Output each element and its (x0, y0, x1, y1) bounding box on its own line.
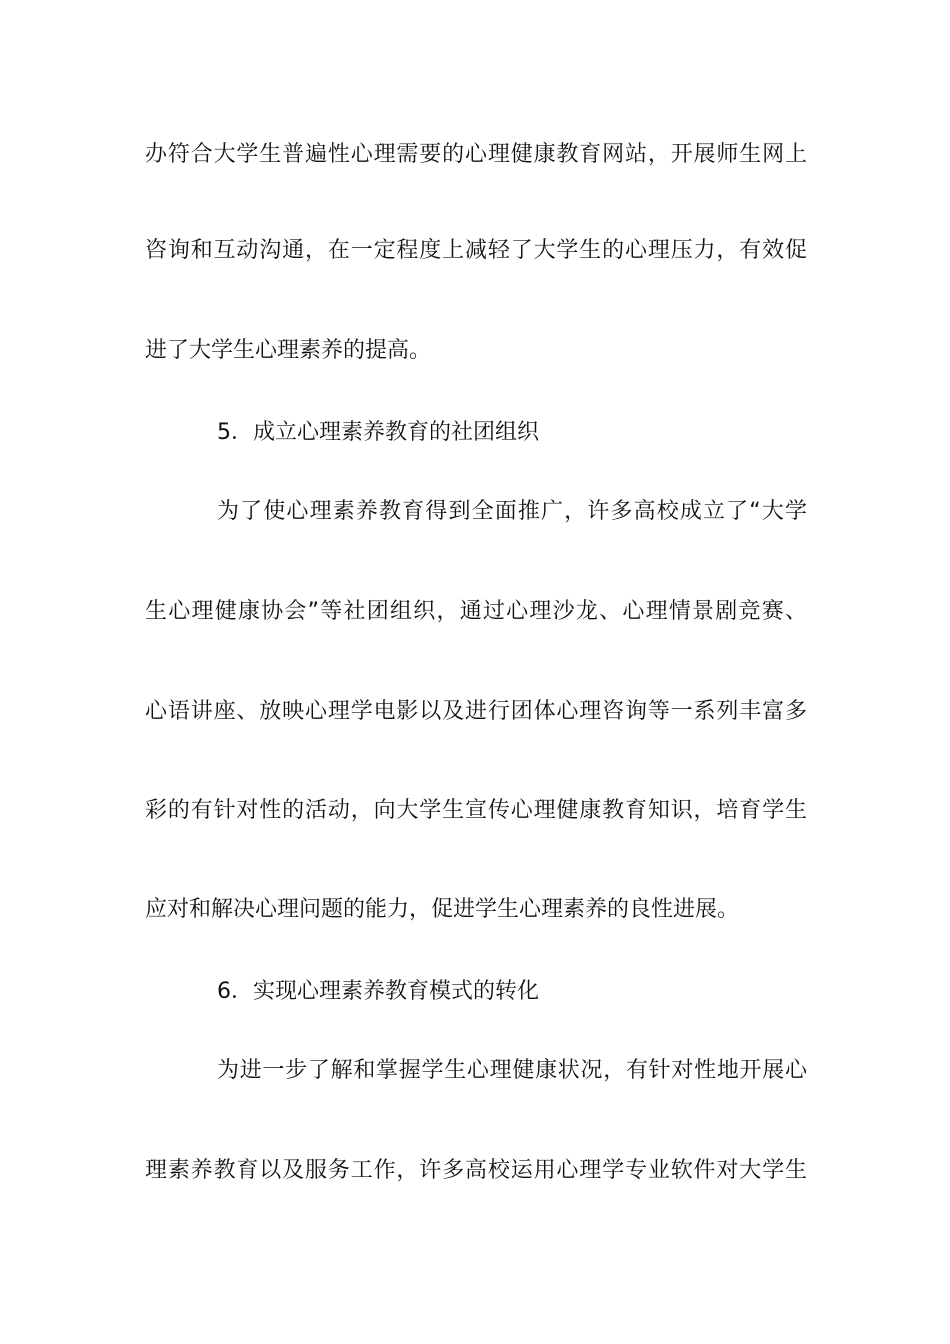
paragraph-line: 生心理健康协会”等社团组织，通过心理沙龙、心理情景剧竞赛、 (145, 599, 807, 624)
paragraph-line: 应对和解决心理问题的能力，促进学生心理素养的良性进展。 (145, 897, 740, 922)
paragraph-line: 进了大学生心理素养的提高。 (145, 338, 432, 363)
paragraph-line: 理素养教育以及服务工作，许多高校运用心理学专业软件对大学生 (145, 1158, 807, 1183)
paragraph-line: 心语讲座、放映心理学电影以及进行团体心理咨询等一系列丰富多 (145, 699, 807, 724)
paragraph-line: 为了使心理素养教育得到全面推广，许多高校成立了“大学 (217, 499, 807, 524)
section-heading-5: 5．成立心理素养教育的社团组织 (217, 420, 539, 445)
paragraph-line: 为进一步了解和掌握学生心理健康状况，有针对性地开展心 (217, 1058, 807, 1083)
paragraph-line: 办符合大学生普遍性心理需要的心理健康教育网站，开展师生网上 (145, 142, 807, 167)
paragraph-line: 咨询和互动沟通，在一定程度上减轻了大学生的心理压力，有效促 (145, 238, 807, 263)
section-heading-6: 6．实现心理素养教育模式的转化 (217, 979, 539, 1004)
paragraph-line: 彩的有针对性的活动，向大学生宣传心理健康教育知识，培育学生 (145, 798, 807, 823)
